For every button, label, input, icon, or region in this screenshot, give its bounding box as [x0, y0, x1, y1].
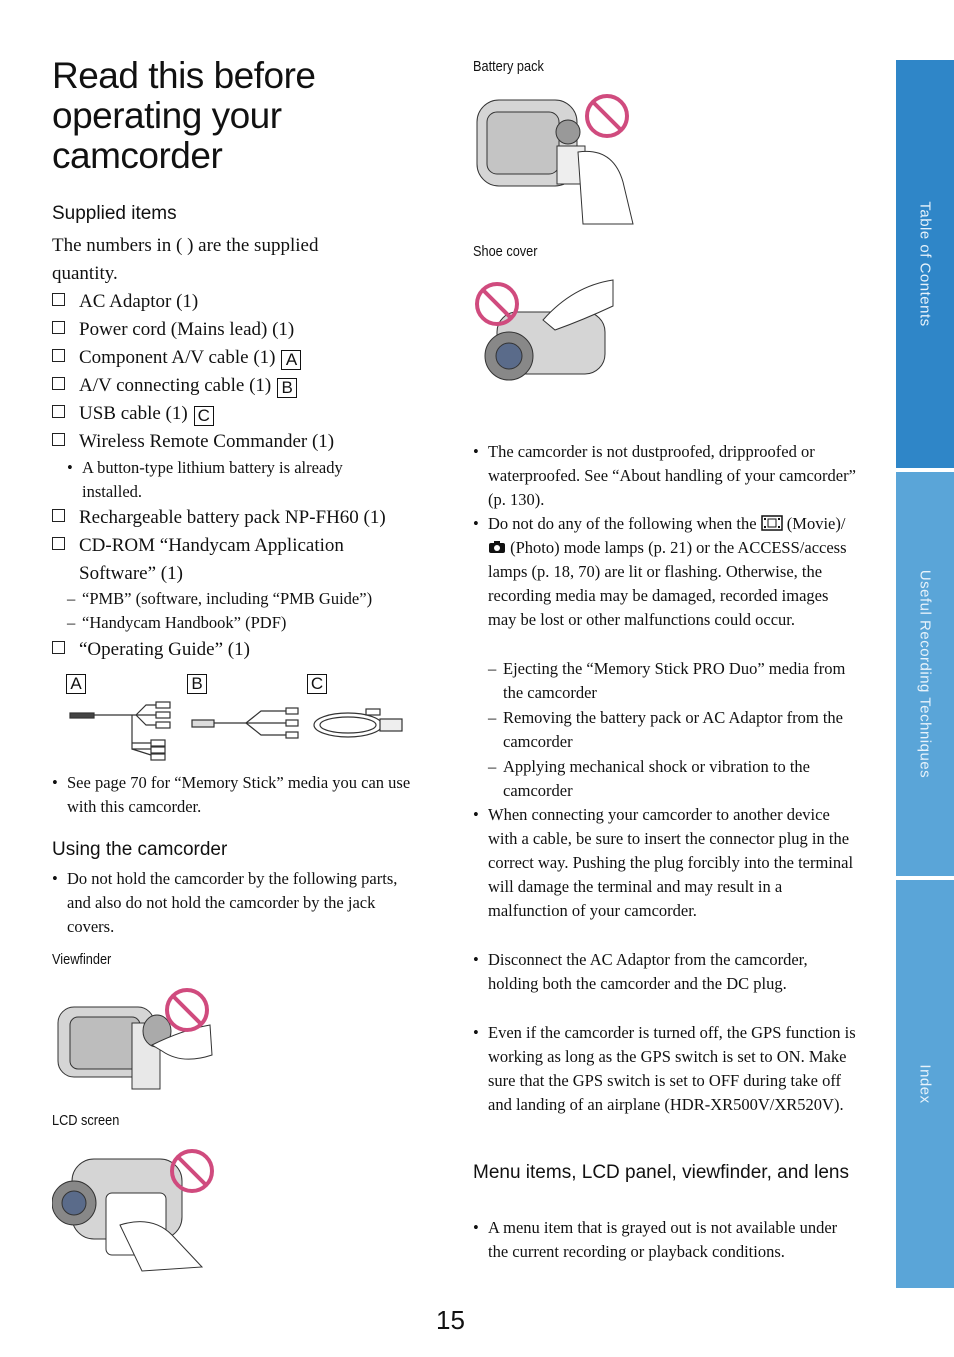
- page-number: 15: [436, 1305, 465, 1335]
- tab-label: Table of Contents: [916, 201, 934, 327]
- sub-item: – Ejecting the “Memory Stick PRO Duo” media from the camcorder: [488, 657, 855, 705]
- viewfinder-caption: Viewfinder: [52, 951, 112, 968]
- list-item: [52, 344, 301, 372]
- prohibited-icon: [477, 284, 517, 324]
- supplied-items-heading: Supplied items: [52, 203, 177, 224]
- tab-index[interactable]: [896, 880, 954, 1288]
- tab-table-of-contents[interactable]: [896, 60, 954, 468]
- battery-pack-illustration: [473, 92, 635, 226]
- lcd-illustration: [52, 1145, 224, 1275]
- sub-item: – “PMB” (software, including “PMB Guide”): [67, 587, 372, 611]
- tab-useful-recording-techniques[interactable]: [896, 472, 954, 876]
- av-cable-icon: [192, 708, 298, 738]
- do-not-text-c: (Photo) mode lamps (p. 21) or the ACCESS/access lamps (p. 18, 70) are lit or flashing. Otherwise, the recording media may be damaged, recorded images may be lost or other malfunctions could occur.: [488, 538, 847, 629]
- cable-label-b: B: [187, 674, 207, 694]
- list-item: [52, 636, 250, 664]
- tab-label: Useful Recording Techniques: [916, 569, 934, 779]
- cable-label-c: C: [307, 674, 327, 694]
- dustproof-note: • The camcorder is not dustproofed, dripproofed or waterproofed. See “About handling of your camcorder” (p. 130).: [473, 440, 856, 512]
- memory-stick-note: • See page 70 for “Memory Stick” media you can use with this camcorder.: [52, 771, 427, 819]
- item-text: CD-ROM “Handycam Application: [79, 535, 344, 556]
- connector-note: • When connecting your camcorder to another device with a cable, be sure to insert the connector plug in the correct way. Pushing the plug forcibly into the terminal will damage the terminal and may result in a malfunction of your camcorder.: [473, 803, 856, 923]
- remote-note: • A button-type lithium battery is already installed.: [67, 456, 402, 504]
- label-b: B: [277, 378, 297, 398]
- using-camcorder-heading: Using the camcorder: [52, 839, 228, 860]
- disconnect-note: • Disconnect the AC Adaptor from the camcorder, holding both the camcorder and the DC plug.: [473, 948, 856, 996]
- component-cable-icon: [70, 702, 170, 760]
- cdrom-line-2: Software” (1): [79, 563, 183, 584]
- page-title: Read this before operating your camcorder: [52, 55, 316, 176]
- sub-item: – Applying mechanical shock or vibration to the camcorder: [488, 755, 855, 803]
- sub-item: – “Handycam Handbook” (PDF): [67, 611, 286, 635]
- usb-cable-icon: [314, 709, 402, 737]
- do-not-text-a: Do not do any of the following when the: [488, 514, 757, 533]
- list-item: [52, 400, 214, 428]
- item-text: A/V connecting cable (1): [79, 375, 272, 396]
- label-c: C: [194, 406, 214, 426]
- do-not-text-b: (Movie)/: [786, 514, 846, 533]
- cables-illustration: [66, 697, 411, 767]
- label-a: A: [281, 350, 301, 370]
- grayed-menu-note: • A menu item that is grayed out is not available under the current recording or playback conditions.: [473, 1216, 856, 1264]
- item-text: Component A/V cable (1): [79, 347, 276, 368]
- viewfinder-illustration: [52, 985, 222, 1095]
- prohibited-icon: [587, 96, 627, 136]
- sub-item: – Removing the battery pack or AC Adaptor from the camcorder: [488, 706, 855, 754]
- battery-pack-caption: Battery pack: [473, 58, 544, 75]
- list-item: [52, 288, 198, 316]
- shoe-cover-illustration: [473, 276, 615, 390]
- menu-items-heading: Menu items, LCD panel, viewfinder, and lens: [473, 1162, 849, 1183]
- camera-icon: [488, 540, 506, 554]
- hold-note: • Do not hold the camcorder by the following parts, and also do not hold the camcorder by the jack covers.: [52, 867, 417, 939]
- supplied-intro: The numbers in ( ) are the supplied quantity.: [52, 235, 319, 284]
- tab-label: Index: [916, 1064, 934, 1104]
- prohibited-icon: [167, 990, 207, 1030]
- list-item: [52, 504, 386, 532]
- item-text: Power cord (Mains lead) (1): [79, 319, 295, 340]
- movie-icon: [761, 515, 783, 531]
- cable-label-a: A: [66, 674, 86, 694]
- item-text: USB cable (1): [79, 403, 188, 424]
- list-item: [52, 372, 297, 400]
- list-item: [52, 532, 344, 560]
- do-not-note: [473, 512, 856, 632]
- lcd-caption: LCD screen: [52, 1112, 120, 1129]
- list-item: [52, 428, 334, 456]
- list-item: [52, 316, 294, 344]
- shoe-cover-caption: Shoe cover: [473, 243, 538, 260]
- item-text: Wireless Remote Commander (1): [79, 431, 335, 452]
- item-text: Rechargeable battery pack NP-FH60 (1): [79, 507, 386, 528]
- item-text: “Operating Guide” (1): [79, 639, 250, 660]
- item-text: AC Adaptor (1): [79, 291, 199, 312]
- gps-note: • Even if the camcorder is turned off, the GPS function is working as long as the GPS switch is set to ON. Make sure that the GPS switch is set to OFF during take off and landing of an airplane (HDR-XR500V/XR520V).: [473, 1021, 856, 1117]
